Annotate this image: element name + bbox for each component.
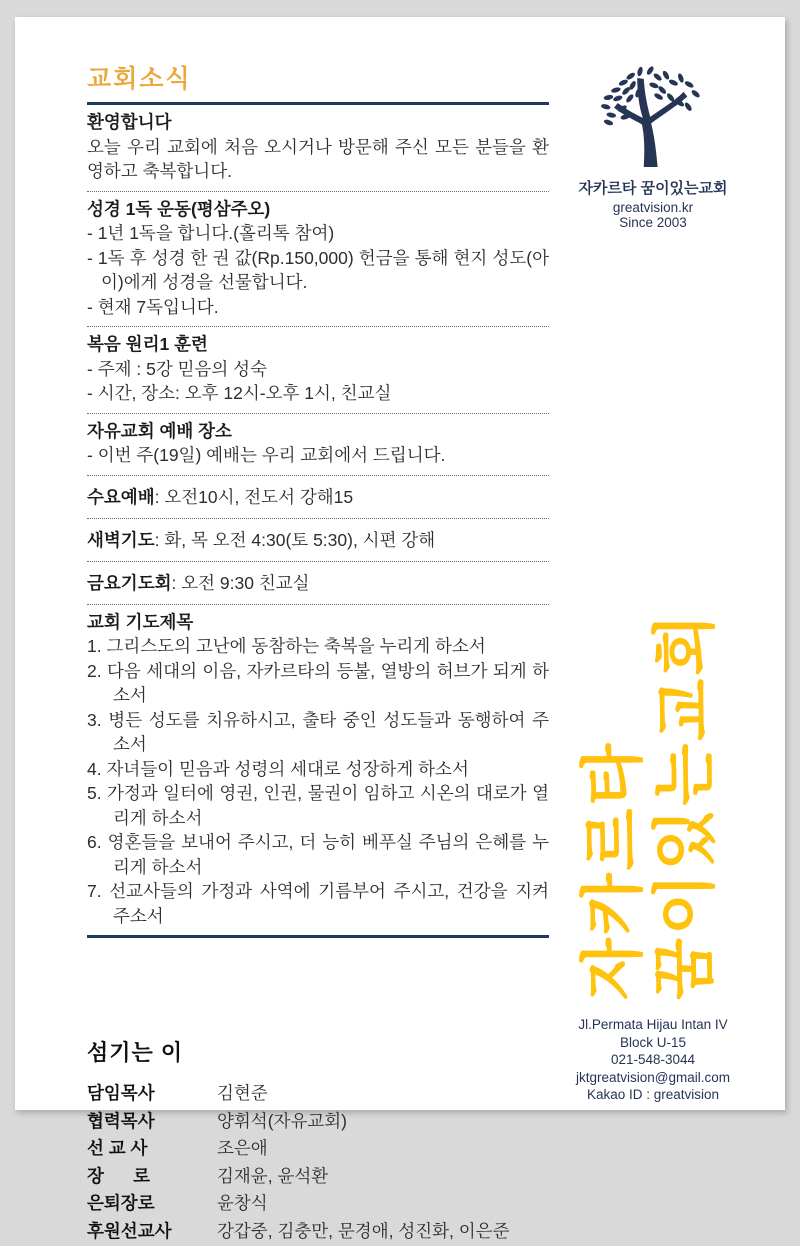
page-title: 교회소식 (87, 65, 192, 93)
serving-role: 후원선교사 (87, 1220, 172, 1241)
section-friday-prayer (87, 562, 549, 605)
serving-role: 선 교 사 (87, 1138, 148, 1159)
list-item: - 1년 1독을 합니다.(홀리톡 참여) (87, 223, 335, 243)
list-item: - 이번 주(19일) 예배는 우리 교회에서 드립니다. (87, 445, 446, 465)
section-welcome (87, 105, 549, 192)
serving-role: 장 로 (87, 1165, 150, 1186)
list-item: - 1독 후 성경 한 권 값(Rp.150,000) 헌금을 통해 현지 성도(아이)에게 성경을 선물합니다. (87, 247, 549, 292)
serving-role: 담임목사 (87, 1083, 155, 1103)
tree-icon (593, 154, 713, 171)
section-dawn-prayer-label: 새벽기도 (87, 529, 155, 550)
serving-names: 강갑중, 김충만, 문경애, 성진화, 이은준 (217, 1220, 510, 1241)
serving-names: 조은애 (217, 1138, 268, 1159)
church-logo (513, 65, 793, 230)
prayer-item: 6. 영혼들을 보내어 주시고, 더 능히 베푸실 주님의 은혜를 누리게 하소서 (87, 832, 549, 877)
contact-kakao-id: Kakao ID : greatvision (586, 1087, 720, 1102)
prayer-item: 7. 선교사들의 가정과 사역에 기름부어 주시고, 건강을 지켜 주소서 (87, 881, 549, 926)
serving-row (87, 1108, 549, 1136)
vertical-brand-line1: 자카르타 (577, 740, 649, 1000)
section-dawn-prayer-text: : 화, 목 오전 4:30(토 5:30), 시편 강해 (154, 529, 436, 550)
section-wednesday-worship-label: 수요예배 (87, 486, 155, 507)
section-friday-prayer-label: 금요기도회 (87, 572, 172, 593)
section-free-church-worship (87, 414, 549, 476)
serving-role: 협력목사 (87, 1110, 155, 1131)
list-item: - 주제 : 5강 믿음의 성숙 (87, 358, 267, 379)
section-friday-prayer-text: : 오전 9:30 친교실 (171, 572, 310, 593)
section-wednesday-worship-text: : 오전10시, 전도서 강해15 (154, 486, 354, 507)
section-dawn-prayer (87, 519, 549, 562)
serving-row (87, 1135, 549, 1163)
list-item: - 시간, 장소: 오후 12시-오후 1시, 친교실 (87, 383, 392, 403)
section-welcome-title: 환영합니다 (87, 112, 172, 132)
section-gospel-training-title: 복음 원리1 훈련 (87, 334, 208, 354)
serving-names: 김현준 (217, 1083, 268, 1103)
serving-names: 윤창식 (217, 1193, 268, 1214)
contact-address-line1: Jl.Permata Hijau Intan IV (578, 1017, 728, 1032)
section-prayer-topics-title: 교회 기도제목 (87, 611, 194, 632)
serving-row (87, 1080, 549, 1108)
vertical-brand-text (577, 570, 727, 1000)
section-wednesday-worship (87, 476, 549, 519)
logo-since: Since 2003 (619, 215, 687, 230)
section-bible-reading-title: 성경 1독 운동(평삼주오) (87, 198, 271, 219)
contact-info (507, 1016, 799, 1104)
logo-church-name: 자카르타 꿈이있는교회 (578, 180, 728, 197)
list-item: - 현재 7독입니다. (87, 296, 219, 317)
prayer-item: 5. 가정과 일터에 영권, 인권, 물권이 임하고 시온의 대로가 열리게 하소서 (87, 783, 549, 828)
serving-title: 섬기는 이 (87, 1040, 184, 1065)
prayer-item: 2. 다음 세대의 이음, 자카르타의 등불, 열방의 허브가 되게 하소서 (87, 660, 549, 705)
prayer-item: 4. 자녀들이 믿음과 성령의 세대로 성장하게 하소서 (87, 758, 469, 779)
serving-names: 김재윤, 윤석환 (217, 1165, 329, 1186)
section-free-church-worship-title: 자유교회 예배 장소 (87, 420, 232, 441)
contact-email: jktgreatvision@gmail.com (575, 1069, 730, 1085)
serving-role: 은퇴장로 (87, 1193, 155, 1214)
section-gospel-training (87, 327, 549, 414)
news-column (87, 59, 549, 1246)
bulletin-page (15, 17, 785, 1241)
section-bible-reading (87, 192, 549, 328)
vertical-brand-line2: 꿈이있는교회 (649, 611, 721, 1000)
serving-row (87, 1218, 549, 1246)
logo-website: greatvision.kr (612, 200, 694, 215)
section-prayer-topics (87, 605, 549, 939)
section-welcome-body: 오늘 우리 교회에 처음 오시거나 방문해 주신 모든 분들을 환영하고 축복합니다. (87, 136, 549, 181)
serving-row (87, 1190, 549, 1218)
prayer-item: 1. 그리스도의 고난에 동참하는 축복을 누리게 하소서 (87, 636, 486, 656)
serving-row (87, 1163, 549, 1191)
contact-address-line2: Block U-15 (619, 1034, 687, 1050)
prayer-item: 3. 병든 성도를 치유하시고, 출타 중인 성도들과 동행하여 주소서 (87, 709, 549, 754)
contact-phone: 021-548-3044 (610, 1052, 696, 1067)
serving-names: 양휘석(자유교회) (217, 1110, 347, 1131)
